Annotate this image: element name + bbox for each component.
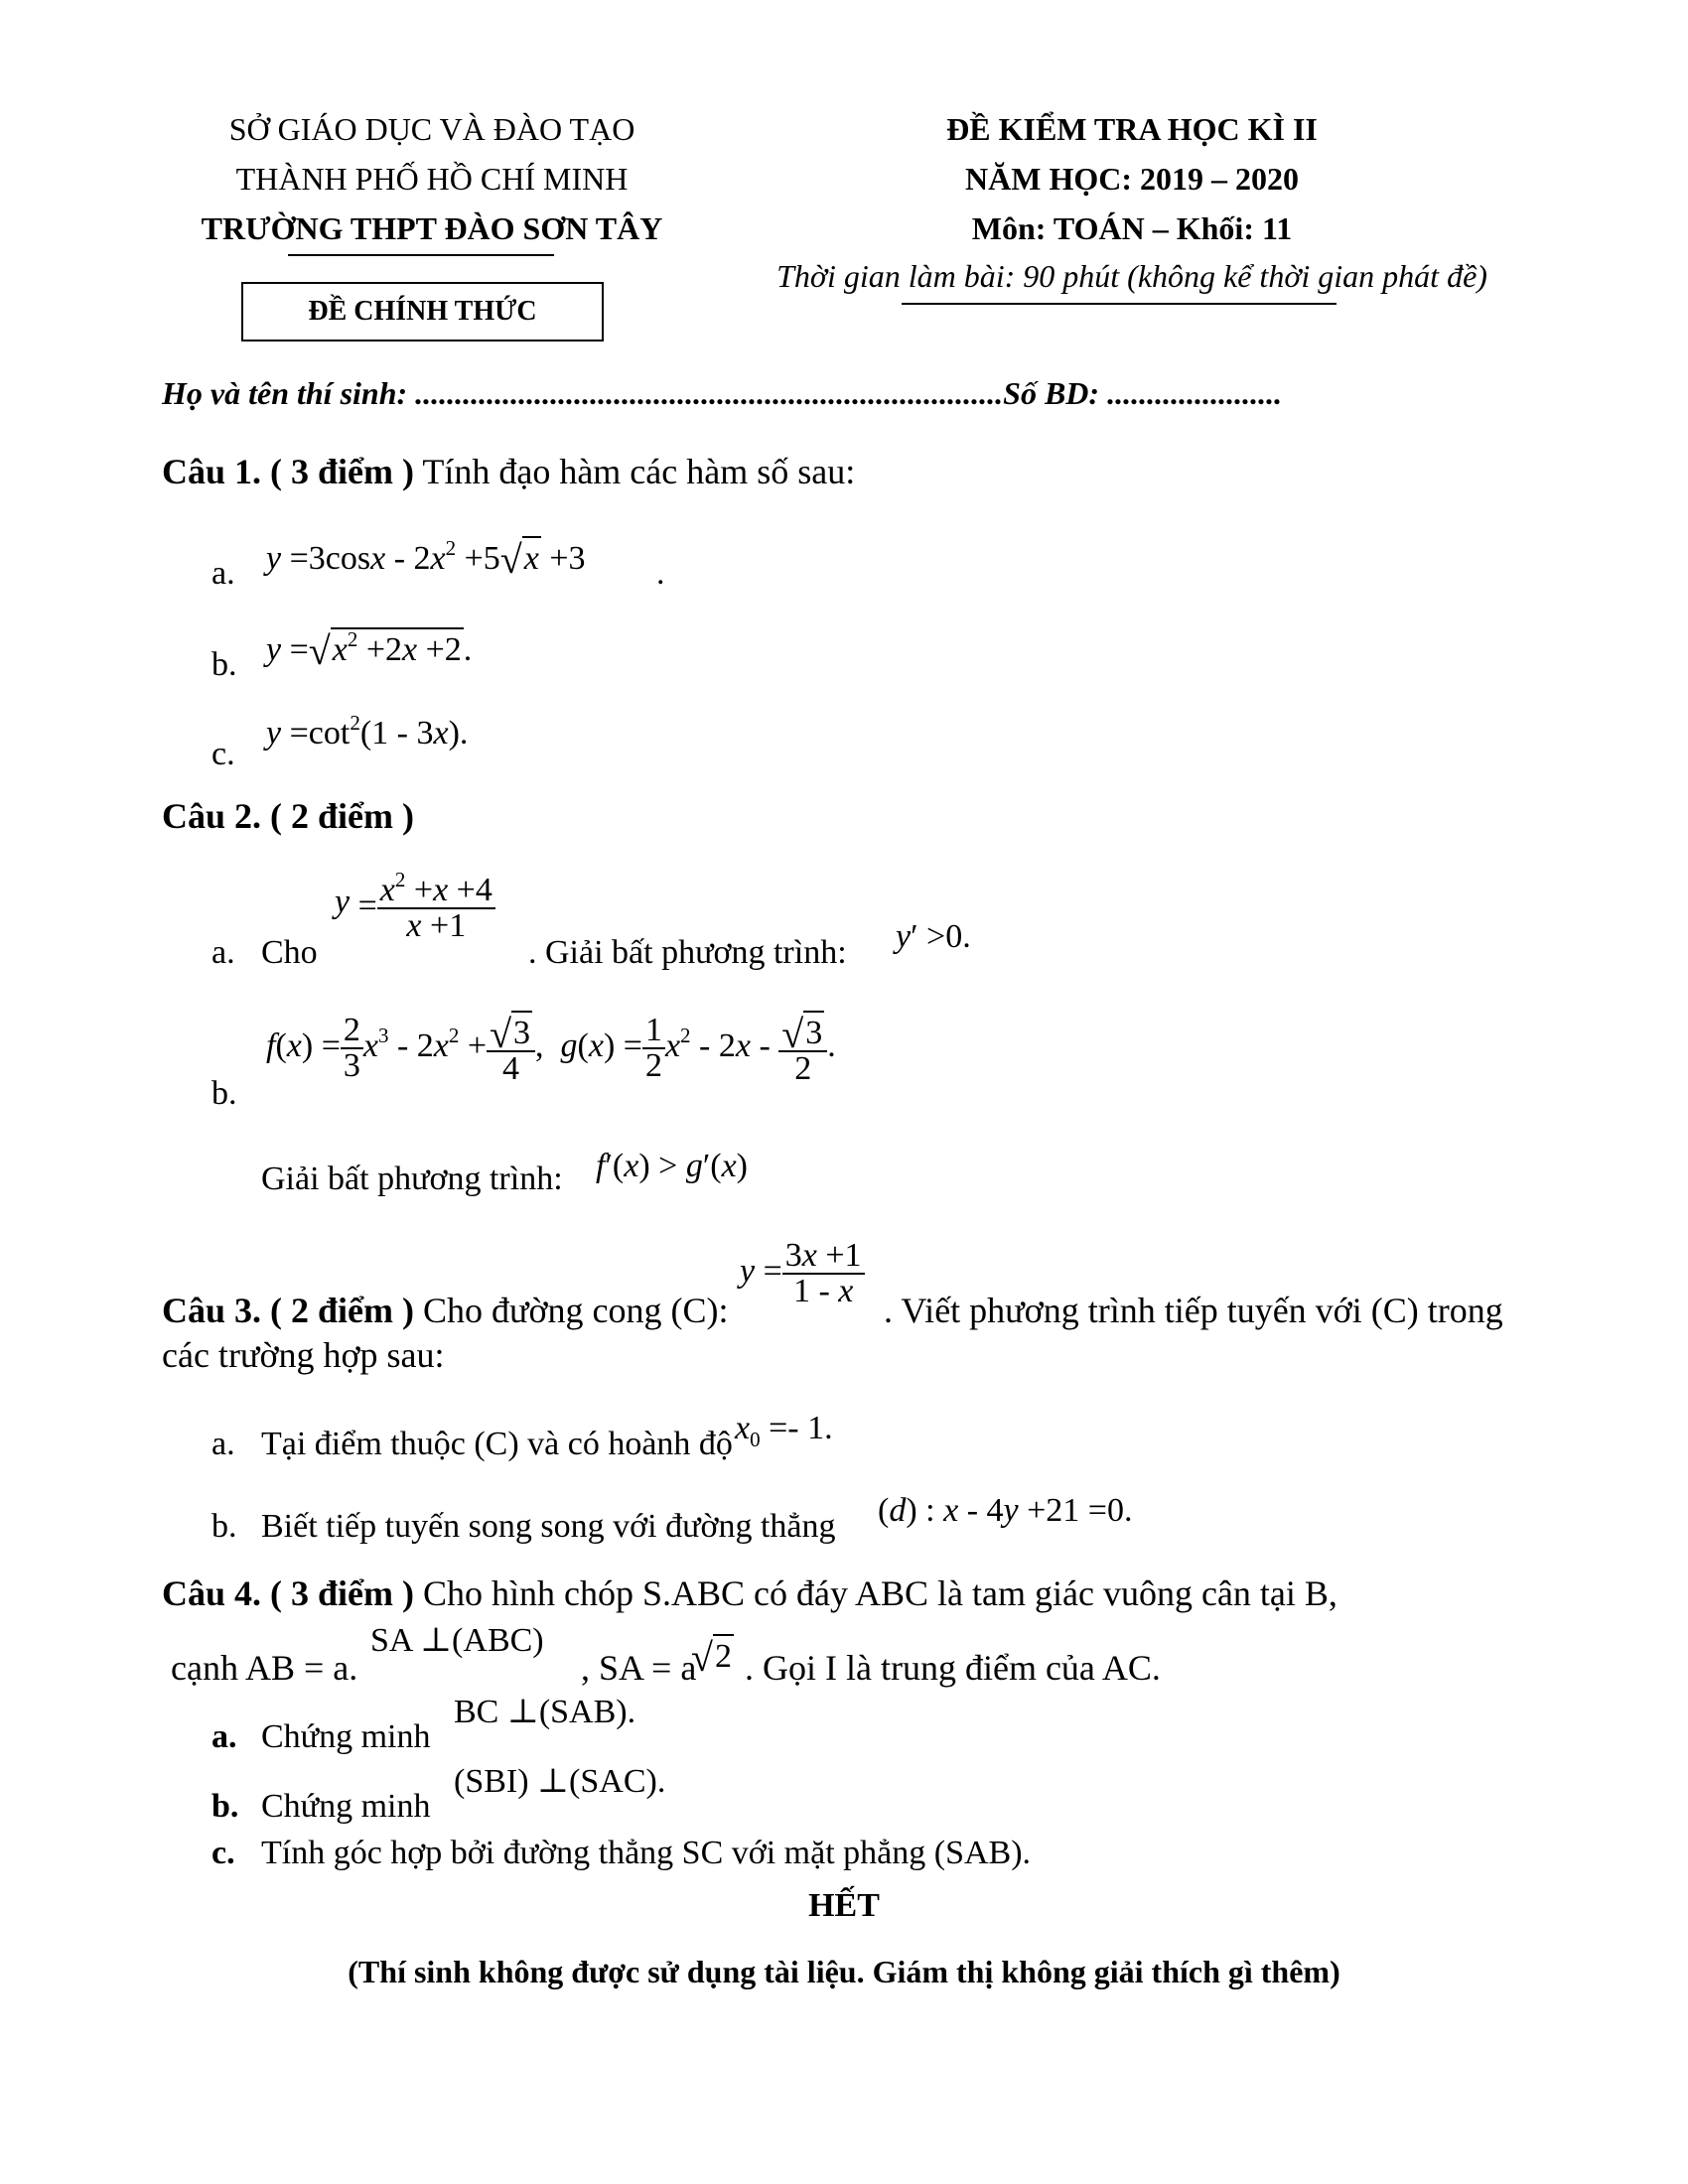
candidate-number-label: Số BD:	[1003, 375, 1108, 411]
q4c-label: c.	[211, 1835, 235, 1871]
q3b-text: Biết tiếp tuyến song song với đường thẳng	[261, 1508, 836, 1545]
q4-sqrt2: √2	[691, 1635, 732, 1680]
q3b-formula: (d) : x - 4y +21 =0.	[878, 1492, 1133, 1529]
q2a-cho: Cho	[261, 934, 318, 971]
school-underline	[288, 254, 554, 256]
official-label: ĐỀ CHÍNH THỨC	[308, 296, 537, 327]
q1a-period: .	[656, 555, 665, 592]
q2-heading: Câu 2. ( 2 điểm )	[162, 796, 414, 836]
q1a-formula: $y =3\cos x - 2x^2 +5√x +3$	[266, 536, 586, 582]
q1c-formula: $y =\cot^2(1 - 3x)$.	[266, 711, 469, 751]
q3a-label: a.	[211, 1426, 235, 1462]
q4-text2a: cạnh AB = a.	[171, 1648, 358, 1688]
candidate-line	[162, 375, 1282, 412]
q4a-label: a.	[211, 1718, 237, 1755]
q2b-functions: f(x) = $\frac{2}{3}$ $x^3 - 2x^2$ + $\frac{√3}{4}$ , g(x) = $\frac{1}{2}$ $x^2 - 2x$ - $\frac{√3}{2}$ .	[266, 1012, 836, 1087]
q3-text3: các trường hợp sau:	[162, 1335, 445, 1375]
time-underline	[902, 303, 1336, 305]
q4c-text: Tính góc hợp bởi đường thẳng SC với mặt phẳng (SAB).	[261, 1835, 1032, 1871]
q4-line1	[162, 1573, 1337, 1614]
exam-title: ĐỀ KIỂM TRA HỌC KÌ II	[946, 111, 1318, 147]
q3-text2: . Viết phương trình tiếp tuyến với (C) trong	[884, 1291, 1503, 1330]
q3-line1	[162, 1291, 729, 1331]
q2a-text: . Giải bất phương trình:	[528, 934, 847, 971]
q4b-label: b.	[211, 1788, 239, 1825]
q3-label: Câu 3. ( 2 điểm )	[162, 1291, 414, 1330]
q1-label: Câu 1. ( 3 điểm )	[162, 452, 414, 491]
q3a-text: Tại điểm thuộc (C) và có hoành độ	[261, 1426, 733, 1462]
q1b-label: b.	[211, 646, 237, 683]
q1b-formula: $y =√x^2 +2x +2$.	[266, 627, 473, 673]
q1-text: Tính đạo hàm các hàm số sau:	[414, 452, 856, 491]
end-marker: HẾT	[808, 1887, 880, 1924]
q4a-formula: BC ⊥(SAB).	[454, 1694, 636, 1730]
candidate-name-blank: ..........................................................................	[415, 375, 1004, 411]
footer-note: (Thí sinh không được sử dụng tài liệu. Giám thị không giải thích gì thêm)	[348, 1954, 1340, 1989]
q2b-text: Giải bất phương trình:	[261, 1160, 563, 1197]
q4-label: Câu 4. ( 3 điểm )	[162, 1573, 414, 1613]
q3b-label: b.	[211, 1508, 237, 1545]
q4b-text: Chứng minh	[261, 1788, 431, 1825]
school-name: TRƯỜNG THPT ĐÀO SƠN TÂY	[201, 210, 663, 246]
q2b-label: b.	[211, 1075, 237, 1112]
city-name: THÀNH PHỐ HỒ CHÍ MINH	[235, 161, 629, 197]
candidate-number-blank: ......................	[1107, 375, 1283, 411]
q3-curve: y = $\frac{3x +1}{1 - x}$	[740, 1239, 865, 1308]
q2a-label: a.	[211, 934, 235, 971]
q2a-inequality: y′ >0.	[896, 918, 971, 955]
q2a-function: y = $\frac{x^2 +x +4}{x +1}$	[335, 874, 495, 943]
subject-grade: Môn: TOÁN – Khối: 11	[971, 210, 1293, 246]
q3a-formula: $x_0 =- 1$.	[735, 1410, 833, 1451]
q2b-inequality: f′(x) > g′(x)	[596, 1148, 748, 1184]
q4-text1: Cho hình chóp S.ABC có đáy ABC là tam giác vuông cân tại B,	[414, 1573, 1337, 1613]
exam-time: Thời gian làm bài: 90 phút (không kể thời gian phát đề)	[776, 258, 1487, 294]
official-box	[241, 282, 604, 341]
q3-text1: Cho đường cong (C):	[414, 1291, 729, 1330]
q1-heading	[162, 452, 855, 492]
dept-name: SỞ GIÁO DỤC VÀ ĐÀO TẠO	[228, 111, 635, 147]
q4-text2b: , SA = a	[581, 1648, 697, 1688]
q1a-label: a.	[211, 555, 235, 592]
q4-perp-sa: SA ⊥(ABC)	[370, 1622, 544, 1659]
q1c-label: c.	[211, 736, 235, 772]
candidate-name-label: Họ và tên thí sinh:	[162, 375, 416, 411]
q4b-formula: (SBI) ⊥(SAC).	[454, 1763, 666, 1800]
q4a-text: Chứng minh	[261, 1718, 431, 1755]
q4-text2c: . Gọi I là trung điểm của AC.	[745, 1648, 1161, 1688]
school-year: NĂM HỌC: 2019 – 2020	[965, 161, 1299, 197]
